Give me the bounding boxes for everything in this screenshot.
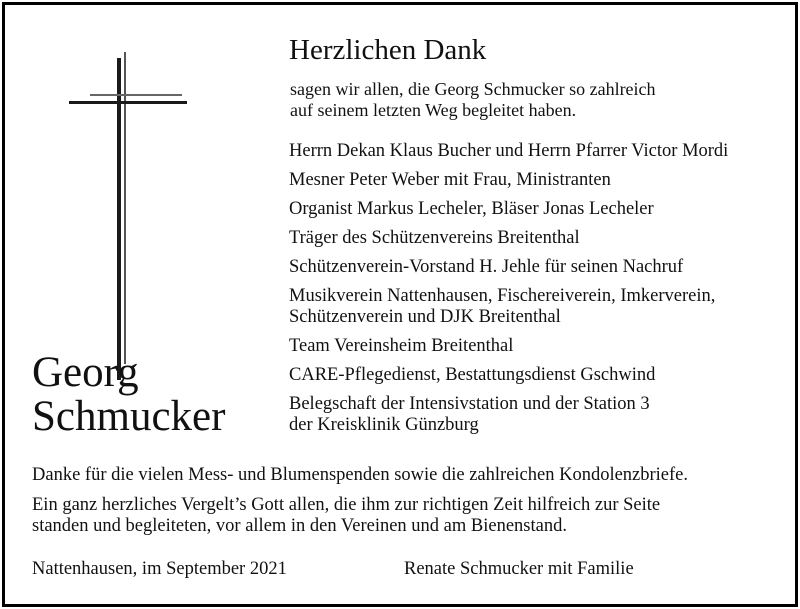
thanks-item: Musikverein Nattenhausen, Fischereiverein, Imkerverein, Schützenverein und DJK Breitenthal bbox=[289, 286, 716, 327]
deceased-last-name: Schmucker bbox=[32, 393, 226, 440]
intro-line-1: sagen wir allen, die Georg Schmucker so zahlreich bbox=[290, 79, 656, 99]
heading: Herzlichen Dank bbox=[289, 34, 487, 66]
intro-line-2: auf seinem letzten Weg begleitet haben. bbox=[290, 100, 577, 120]
thanks-item: Organist Markus Lecheler, Bläser Jonas Lecheler bbox=[289, 199, 654, 219]
thanks-item: Träger des Schützenvereins Breitenthal bbox=[289, 228, 580, 248]
thanks-item: Mesner Peter Weber mit Frau, Ministranten bbox=[289, 170, 611, 190]
thanks-item: Herrn Dekan Klaus Bucher und Herrn Pfarrer Victor Mordi bbox=[289, 141, 729, 161]
place-date: Nattenhausen, im September 2021 bbox=[32, 559, 287, 579]
gratitude-line-1: Ein ganz herzliches Vergelt’s Gott allen, die ihm zur richtigen Zeit hilfreich zur Seite bbox=[32, 495, 661, 515]
thanks-item: Schützenverein-Vorstand H. Jehle für seinen Nachruf bbox=[289, 257, 684, 277]
signature: Renate Schmucker mit Familie bbox=[404, 559, 634, 579]
thanks-item: CARE-Pflegedienst, Bestattungsdienst Gschwind bbox=[289, 365, 656, 385]
gratitude-line-2: standen und begleiteten, vor allem in den Vereinen und am Bienenstand. bbox=[32, 516, 567, 536]
cross-icon bbox=[60, 52, 190, 382]
thanks-item: Team Vereinsheim Breitenthal bbox=[289, 336, 514, 356]
donations-text: Danke für die vielen Mess- und Blumenspenden sowie die zahlreichen Kondolenzbriefe. bbox=[32, 465, 689, 485]
thanks-list bbox=[289, 141, 779, 444]
thanks-item: Belegschaft der Intensivstation und der Station 3 der Kreisklinik Günzburg bbox=[289, 394, 650, 435]
deceased-first-name: Georg bbox=[32, 349, 139, 396]
